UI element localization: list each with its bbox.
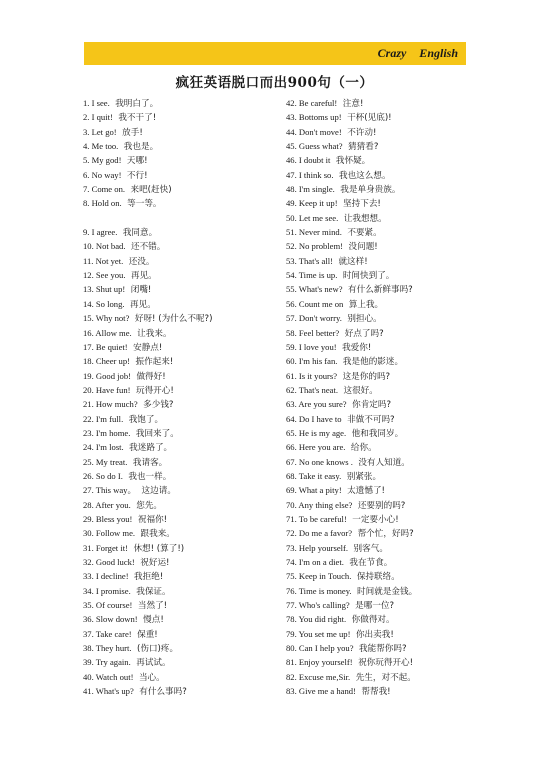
phrase-english: 9. I agree. [83, 227, 118, 238]
phrase-english: 43. Bottoms up! [286, 112, 342, 123]
phrase-english: 36. Slow down! [83, 614, 138, 625]
phrase-row [286, 627, 486, 641]
phrase-row [286, 211, 486, 225]
phrase-english: 40. Watch out! [83, 671, 134, 682]
phrase-chinese: 有什么新鲜事吗? [348, 285, 413, 296]
phrase-chinese: 帮帮我! [361, 687, 391, 698]
phrase-chinese: 当心。 [138, 672, 165, 683]
phrase-row [83, 239, 283, 253]
phrase-english: 76. Time is money. [286, 585, 352, 596]
phrase-row [83, 612, 283, 626]
phrase-chinese: 我同意。 [122, 228, 158, 239]
phrase-english: 34. I promise. [83, 585, 131, 596]
phrase-row [286, 383, 486, 397]
phrase-chinese: 坚持下去! [343, 199, 381, 210]
phrase-row [83, 96, 283, 110]
phrase-row [83, 440, 283, 454]
phrase-row [83, 641, 283, 655]
phrase-row [286, 96, 486, 110]
phrase-row [286, 196, 486, 210]
phrase-english: 82. Excuse me,Sir. [286, 671, 351, 682]
phrase-row [286, 598, 486, 612]
phrase-chinese: 先生，对不起。 [355, 672, 416, 683]
phrase-chinese: 让我来。 [137, 328, 172, 339]
phrase-chinese: 我在节食。 [349, 558, 393, 568]
phrase-english: 24. I'm lost. [83, 442, 124, 453]
phrase-row [83, 397, 283, 411]
phrase-chinese: 来吧(赶快) [130, 185, 172, 196]
phrase-row [83, 340, 283, 354]
phrase-chinese: 放手! [122, 127, 143, 138]
phrase-chinese: 我保证。 [136, 586, 171, 597]
phrase-row [286, 612, 486, 626]
phrase-chinese: 这边请。 [141, 486, 176, 497]
phrase-english: 46. I doubt it [286, 155, 331, 166]
phrase-english: 39. Try again. [83, 657, 131, 668]
phrase-chinese: 我拒绝! [134, 572, 164, 583]
phrase-chinese: 不行! [126, 170, 148, 181]
phrase-row [83, 655, 283, 669]
phrase-row [286, 110, 486, 124]
phrase-chinese: 就这样! [338, 256, 368, 267]
phrase-chinese: 时间快到了。 [342, 271, 395, 282]
phrase-english: 42. Be careful! [286, 98, 338, 108]
phrase-chinese: 我是他的影迷。 [342, 357, 404, 368]
phrase-chinese: 祝福你! [137, 514, 168, 525]
phrase-chinese: 天哪! [126, 156, 148, 167]
phrase-chinese: 我也这么想。 [338, 170, 391, 181]
phrase-english: 5. My god! [83, 155, 122, 166]
phrase-row [286, 153, 486, 167]
phrase-chinese: 我明白了。 [115, 99, 159, 109]
phrase-chinese: 等一等。 [127, 199, 162, 210]
phrase-chinese: 这是你的吗? [342, 371, 391, 382]
phrase-chinese: 好点了吗? [344, 328, 384, 339]
phrase-row [286, 125, 486, 139]
phrase-english: 68. Take it easy. [286, 470, 342, 481]
phrase-english: 19. Good job! [83, 370, 131, 381]
phrase-chinese: 我是单身贵族。 [340, 185, 401, 196]
phrase-row [83, 369, 283, 383]
phrase-chinese: 做得好! [136, 371, 166, 382]
phrase-row [83, 182, 283, 196]
phrase-english: 48. I'm single. [286, 184, 335, 195]
phrase-chinese: 多少钱? [143, 400, 174, 411]
phrase-chinese: 保持联络。 [356, 572, 400, 583]
phrase-row [83, 326, 283, 340]
phrase-english: 31. Forget it! [83, 542, 128, 553]
phrase-row [286, 239, 486, 253]
phrase-row [286, 498, 486, 512]
phrase-chinese: 还不错。 [130, 242, 166, 253]
phrase-chinese: 你做得对。 [351, 615, 395, 626]
phrase-english: 26. So do I. [83, 470, 123, 481]
phrase-row [83, 584, 283, 598]
phrase-chinese: 祝好运! [140, 558, 170, 568]
phrase-row [83, 598, 283, 612]
phrase-english: 71. To be careful! [286, 513, 347, 524]
phrase-row [286, 569, 486, 583]
phrase-row [286, 655, 486, 669]
phrase-chinese: 闭嘴! [130, 285, 152, 296]
phrase-chinese: 还没。 [128, 256, 155, 267]
phrase-row [286, 584, 486, 598]
phrase-english: 35. Of course! [83, 600, 133, 611]
phrase-english: 70. Any thing else? [286, 499, 353, 510]
phrase-chinese: 注意! [342, 99, 364, 109]
phrase-english: 78. You did right. [286, 614, 347, 625]
phrase-english: 30. Follow me. [83, 528, 136, 539]
phrase-chinese: 玩得开心! [135, 385, 174, 396]
phrase-english: 21. How much? [83, 399, 138, 410]
phrase-row [83, 469, 283, 483]
phrase-row [286, 326, 486, 340]
phrase-chinese: 时间就是金钱。 [357, 586, 418, 597]
phrase-row [286, 555, 486, 569]
phrase-english: 75. Keep in Touch. [286, 571, 352, 582]
phrase-row [83, 139, 283, 153]
phrase-english: 10. Not bad. [83, 241, 126, 252]
phrase-english: 15. Why not? [83, 313, 130, 324]
phrase-row [286, 354, 486, 368]
phrase-chinese: 再试试。 [136, 658, 171, 669]
phrase-row [286, 139, 486, 153]
phrase-row [83, 282, 283, 296]
phrase-english: 60. I'm his fan. [286, 356, 338, 367]
phrase-row [286, 282, 486, 296]
phrase-english: 33. I decline! [83, 571, 129, 582]
page-title: 疯狂英语脱口而出900句（一） [175, 75, 374, 91]
phrase-row [83, 168, 283, 182]
phrase-english: 72. Do me a favor? [286, 528, 353, 539]
phrase-english: 49. Keep it up! [286, 198, 338, 209]
phrase-chinese: 休想! (算了!) [133, 543, 185, 554]
phrase-chinese: 我也一样。 [128, 471, 172, 482]
phrase-english: 55. What's new? [286, 284, 343, 295]
phrase-chinese: 慢点! [143, 615, 164, 626]
phrase-chinese: 没问题! [348, 242, 378, 253]
phrase-chinese: 再见。 [130, 299, 156, 310]
phrase-chinese: 给你。 [350, 443, 377, 454]
phrase-row [83, 211, 283, 225]
phrase-chinese: 你肯定吗? [352, 400, 392, 411]
phrase-chinese: 我请客。 [132, 457, 168, 468]
header-banner [84, 42, 466, 65]
phrase-english: 58. Feel better? [286, 327, 340, 338]
phrase-chinese: 我能帮你吗? [359, 644, 407, 655]
phrase-english: 22. I'm full. [83, 413, 124, 424]
phrase-english: 73. Help yourself. [286, 542, 349, 553]
phrase-row [286, 168, 486, 182]
phrase-row [286, 369, 486, 383]
phrase-row [83, 512, 283, 526]
phrase-english: 27. This way。 [83, 485, 137, 496]
phrase-english: 29. Bless you! [83, 513, 133, 524]
phrase-english: 50. Let me see. [286, 212, 339, 223]
phrase-english: 16. Allow me. [83, 327, 132, 338]
phrase-english: 69. What a pity! [286, 485, 342, 496]
phrase-row [286, 397, 486, 411]
phrase-chinese: 他和我同岁。 [351, 428, 404, 439]
phrase-row [286, 440, 486, 454]
phrase-english: 52. No problem! [286, 241, 344, 252]
phrase-chinese: (伤口)疼。 [137, 644, 179, 655]
phrase-chinese: 一定要小心! [352, 514, 399, 525]
phrase-english: 1. I see. [83, 98, 110, 108]
phrase-row [83, 254, 283, 268]
phrase-chinese: 你出卖我! [355, 629, 394, 640]
phrase-english: 6. No way! [83, 169, 122, 180]
phrase-english: 74. I'm on a diet. [286, 557, 344, 567]
phrase-english: 41. What's up? [83, 686, 134, 697]
phrase-row [83, 383, 283, 397]
phrase-english: 80. Can I help you? [286, 643, 354, 654]
phrase-row [83, 196, 283, 210]
phrase-column-right [286, 96, 486, 698]
phrase-chinese: 非做不可吗? [347, 414, 395, 425]
phrase-english: 23. I'm home. [83, 427, 131, 438]
phrase-english: 66. Here you are. [286, 442, 346, 453]
phrase-row [286, 225, 486, 239]
phrase-row [286, 311, 486, 325]
phrase-row [83, 555, 283, 569]
phrase-english: 57. Don't worry. [286, 313, 342, 324]
phrase-english: 11. Not yet. [83, 255, 124, 266]
phrase-chinese: 我不干了! [118, 113, 157, 124]
phrase-chinese: 再见。 [130, 271, 157, 282]
phrase-chinese: 不许动! [347, 127, 377, 138]
phrase-english: 61. Is it yours? [286, 370, 338, 381]
phrase-row [83, 125, 283, 139]
phrase-row [286, 684, 486, 698]
phrase-row [286, 541, 486, 555]
phrase-row [83, 526, 283, 540]
phrase-row [83, 684, 283, 698]
phrase-english: 62. That's neat. [286, 384, 338, 395]
phrase-row [83, 297, 283, 311]
phrase-chinese: 太遗憾了! [347, 486, 385, 497]
phrase-chinese: 您先。 [136, 500, 163, 511]
phrase-row [286, 526, 486, 540]
phrase-english: 54. Time is up. [286, 270, 338, 281]
phrase-row [286, 483, 486, 497]
phrase-row [286, 412, 486, 426]
phrase-english: 64. Do I have to [286, 413, 342, 424]
phrase-english: 63. Are you sure? [286, 399, 347, 410]
phrase-chinese: 我爱你! [342, 342, 372, 353]
phrase-chinese: 祝你玩得开心! [358, 658, 414, 669]
phrase-row [83, 627, 283, 641]
phrase-english: 83. Give me a hand! [286, 686, 356, 697]
phrase-english: 13. Shut up! [83, 284, 126, 295]
phrase-row [286, 512, 486, 526]
phrase-chinese: 让我想想。 [343, 213, 387, 224]
phrase-chinese: 干杯(见底)! [347, 113, 392, 124]
phrase-row [286, 455, 486, 469]
phrase-english: 25. My treat. [83, 456, 128, 467]
phrase-row [83, 412, 283, 426]
phrase-row [286, 182, 486, 196]
phrase-chinese: 安静点! [133, 342, 163, 353]
phrase-row [286, 340, 486, 354]
phrase-row [83, 483, 283, 497]
phrase-english: 4. Me too. [83, 141, 119, 152]
phrase-english: 51. Never mind. [286, 227, 342, 238]
phrase-english: 8. Hold on. [83, 198, 122, 209]
phrase-row [83, 268, 283, 282]
phrase-chinese: 我怀疑。 [335, 156, 371, 167]
phrase-chinese: 没有人知道。 [358, 457, 410, 468]
phrase-chinese: 帮个忙，好吗? [357, 529, 414, 540]
phrase-row [286, 641, 486, 655]
phrase-row [83, 569, 283, 583]
phrase-chinese: 是哪一位? [355, 601, 395, 612]
phrase-row [286, 670, 486, 684]
phrase-chinese: 猜猜看? [348, 142, 379, 153]
phrase-english: 59. I love you! [286, 341, 337, 352]
phrase-chinese: 不要紧。 [347, 228, 382, 239]
phrase-english: 56. Count me on [286, 298, 344, 309]
phrase-english: 79. You set me up! [286, 628, 351, 639]
phrase-english: 28. After you. [83, 499, 131, 510]
phrase-row [83, 354, 283, 368]
phrase-row [83, 541, 283, 555]
phrase-row [83, 455, 283, 469]
phrase-english: 65. He is my age. [286, 427, 347, 438]
phrase-row [286, 426, 486, 440]
phrase-chinese: 好呀! (为什么不呢?) [134, 314, 213, 325]
phrase-english: 18. Cheer up! [83, 356, 131, 367]
phrase-english: 14. So long. [83, 298, 125, 309]
phrase-row [83, 426, 283, 440]
phrase-english: 53. That's all! [286, 255, 333, 266]
phrase-english: 77. Who's calling? [286, 600, 350, 611]
phrase-row [286, 268, 486, 282]
phrase-english: 67. No one knows . [286, 456, 353, 467]
phrase-chinese: 当然了! [137, 601, 168, 612]
phrase-english: 3. Let go! [83, 126, 117, 137]
phrase-english: 2. I quit! [83, 112, 113, 123]
phrase-chinese: 这很好。 [343, 385, 378, 396]
phrase-english: 47. I think so. [286, 169, 334, 180]
phrase-row [83, 311, 283, 325]
phrase-chinese: 还要别的吗? [357, 500, 406, 511]
phrase-english: 45. Guess what? [286, 141, 343, 152]
phrase-chinese: 别客气。 [353, 543, 388, 554]
banner-title: Crazy English [377, 46, 458, 60]
phrase-english: 20. Have fun! [83, 384, 131, 395]
phrase-chinese: 别担心。 [347, 314, 382, 325]
phrase-row [286, 297, 486, 311]
phrase-chinese: 我也是。 [123, 142, 159, 153]
phrase-chinese: 我回来了。 [135, 428, 179, 439]
phrase-chinese: 我迷路了。 [129, 443, 173, 454]
phrase-chinese: 算上我。 [348, 299, 384, 310]
phrase-chinese: 保重! [137, 629, 158, 640]
phrase-row [286, 469, 486, 483]
phrase-row [83, 225, 283, 239]
phrase-row [83, 110, 283, 124]
phrase-english: 17. Be quiet! [83, 341, 128, 352]
phrase-english: 38. They hurt. [83, 643, 132, 654]
phrase-chinese: 振作起来! [135, 357, 174, 368]
phrase-english: 37. Take care! [83, 628, 132, 639]
phrase-chinese: 别紧张。 [346, 471, 382, 482]
phrase-english: 32. Good luck! [83, 557, 135, 567]
phrase-row [83, 498, 283, 512]
phrase-chinese: 跟我来。 [140, 529, 175, 540]
phrase-english: 7. Come on. [83, 184, 126, 195]
phrase-english: 12. See you. [83, 270, 126, 281]
phrase-row [286, 254, 486, 268]
phrase-row [83, 153, 283, 167]
phrase-chinese: 有什么事吗? [139, 687, 187, 698]
phrase-row [83, 670, 283, 684]
phrase-english: 81. Enjoy yourself! [286, 657, 353, 668]
phrase-chinese: 我饱了。 [128, 414, 164, 425]
phrase-column-left [83, 96, 283, 698]
phrase-english: 44. Don't move! [286, 126, 342, 137]
